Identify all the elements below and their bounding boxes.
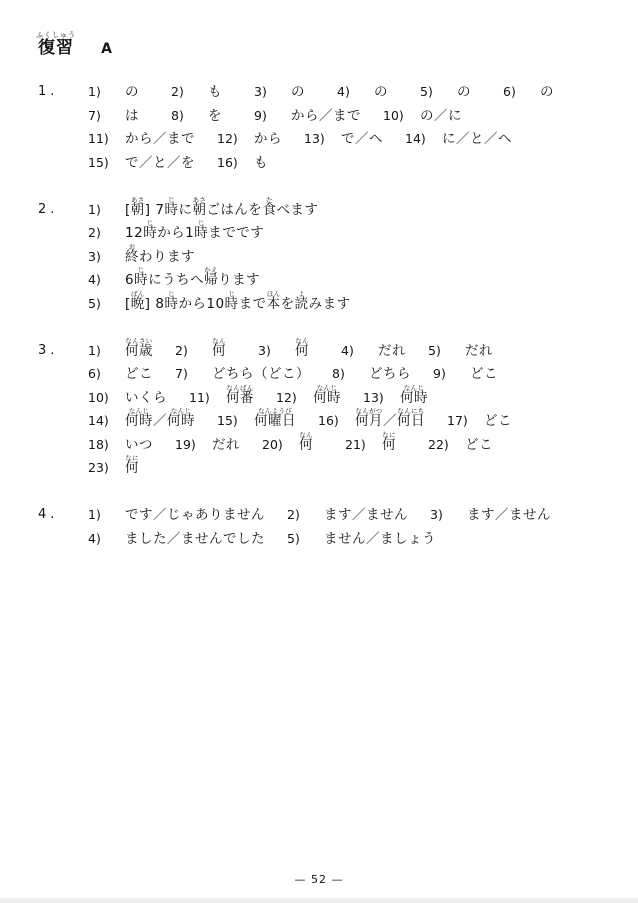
kanji: 朝: [130, 201, 145, 218]
answer-item: [88, 127, 195, 152]
answer-item: [171, 104, 232, 129]
answer-text: の: [457, 84, 471, 100]
kanji: 何: [295, 342, 309, 359]
section-1: [0, 80, 638, 174]
answer-item: [318, 409, 425, 434]
item-number: 9): [433, 366, 446, 381]
item-number: 6): [503, 84, 516, 99]
kanji-with-furigana: [313, 383, 341, 411]
answer-item: [175, 336, 236, 364]
item-number: 16): [217, 154, 238, 170]
kanji: 朝: [192, 201, 207, 218]
item-number: 12): [217, 131, 238, 146]
answer-sections: [0, 80, 638, 574]
section-number: 1.: [38, 84, 59, 99]
answer-item: [447, 409, 512, 434]
kanji-with-furigana: [194, 219, 209, 246]
furigana: じ: [168, 289, 175, 298]
answer-text: から: [254, 131, 282, 147]
answer-text: どこ: [484, 413, 512, 429]
item-number: 2): [287, 507, 300, 522]
answer-text: の: [540, 84, 554, 100]
kanji-with-furigana: [125, 454, 139, 481]
furigana: じ: [146, 219, 154, 227]
answer-text: で／と／を: [125, 154, 195, 171]
answer-item: [287, 503, 408, 528]
kanji: 何歳: [125, 342, 153, 359]
answer-text: いつ: [125, 436, 153, 453]
answer-segment: を: [280, 295, 295, 312]
answer-text: を: [208, 107, 222, 124]
answer-segment: [: [125, 295, 131, 312]
section-number: 4.: [38, 507, 59, 522]
furigana: あさ: [192, 195, 207, 204]
answer-text: [254, 407, 296, 434]
item-number: 8): [171, 107, 184, 123]
answer-item: [88, 268, 260, 293]
answer-segment: までです: [208, 225, 265, 241]
answer-text: で／へ: [341, 131, 383, 147]
answer-item: [420, 80, 481, 105]
answer-row: [0, 268, 638, 292]
furigana: なん: [212, 336, 226, 345]
kanji: 何: [299, 436, 313, 453]
answer-segment: わります: [139, 248, 195, 265]
kanji-with-furigana: [294, 289, 309, 317]
kanji-with-furigana: [164, 195, 179, 223]
answer-text: [382, 430, 406, 458]
furigana: じ: [228, 289, 236, 298]
title-label: A: [101, 41, 112, 57]
answer-item: [88, 221, 264, 246]
item-number: 4): [341, 342, 354, 358]
kanji-with-furigana: [295, 336, 309, 364]
kanji-with-furigana: [164, 289, 179, 317]
kanji-with-furigana: [130, 195, 145, 223]
answer-item: [304, 127, 383, 152]
answer-segment: から1: [157, 225, 195, 241]
furigana: なんじ: [316, 383, 338, 392]
answer-text: の: [291, 84, 305, 100]
answer-item: [405, 127, 512, 152]
answer-text: [226, 383, 254, 411]
answer-item: [88, 409, 195, 434]
furigana: なんようび: [258, 407, 292, 415]
kanji: 終: [125, 248, 139, 265]
answer-item: [175, 362, 310, 387]
answer-item: [88, 456, 149, 481]
answer-text: に／と／へ: [442, 131, 512, 147]
answer-text: の: [374, 84, 388, 100]
item-number: 4): [337, 84, 350, 99]
answer-item: [171, 80, 232, 105]
furigana: なんじ: [170, 407, 192, 415]
title-kanji: 復習: [38, 38, 74, 58]
item-number: 1): [88, 84, 101, 99]
answer-row: [0, 127, 638, 151]
kanji-with-furigana: [355, 407, 383, 434]
kanji-with-furigana: [125, 407, 153, 434]
kanji-with-furigana: [299, 430, 313, 458]
kanji-with-furigana: [212, 336, 226, 364]
answer-segment: ／: [153, 413, 167, 429]
answer-row: [0, 104, 638, 128]
item-number: 10): [383, 107, 404, 123]
item-number: 15): [88, 154, 109, 170]
kanji: 何時: [125, 413, 153, 429]
item-number: 16): [318, 413, 339, 428]
answer-row: [0, 221, 638, 245]
answer-segment: に: [178, 201, 193, 218]
answer-segment: ] 7: [144, 201, 165, 218]
answer-item: [254, 104, 361, 129]
furigana: あさ: [130, 195, 145, 204]
kanji: 何時: [400, 389, 428, 406]
item-number: 4): [88, 272, 101, 287]
answer-segment: まで: [238, 295, 267, 312]
answer-text: [125, 195, 319, 223]
furigana: なんにち: [397, 407, 425, 415]
answer-text: も: [208, 84, 222, 100]
answer-item: [88, 151, 195, 176]
kanji-with-furigana: [204, 266, 219, 293]
kanji: 何: [382, 436, 396, 453]
furigana: なんばん: [226, 383, 254, 392]
answer-row: [0, 151, 638, 175]
answer-text: どちら（どこ）: [212, 366, 310, 382]
furigana: ほん: [266, 289, 281, 298]
answer-text: どこ: [470, 366, 498, 382]
item-number: 13): [304, 131, 325, 146]
kanji-with-furigana: [254, 407, 296, 434]
furigana: なに: [125, 454, 139, 462]
answer-text: [212, 336, 236, 364]
answer-item: [383, 104, 462, 129]
kanji-with-furigana: [226, 383, 254, 411]
answer-item: [345, 430, 406, 458]
answer-row: [0, 430, 638, 457]
answer-item: [428, 339, 493, 364]
kanji: 時: [134, 272, 149, 288]
kanji: 何曜日: [254, 413, 296, 429]
section-2: [0, 195, 638, 316]
kanji: 時: [194, 225, 209, 241]
kanji: 何月: [355, 413, 383, 429]
kanji: 何時: [167, 413, 195, 429]
answer-text: の: [125, 84, 139, 100]
item-number: 3): [88, 248, 101, 264]
title-furigana: ふくしゅう: [36, 31, 76, 39]
kanji-with-furigana: [130, 289, 145, 317]
item-number: 2): [171, 84, 184, 99]
answer-text: どこ: [465, 436, 493, 453]
furigana: なんじ: [128, 407, 150, 415]
furigana: た: [266, 195, 273, 204]
kanji: 何時: [313, 389, 341, 406]
furigana: ばん: [130, 289, 145, 298]
answer-item: [341, 339, 406, 364]
kanji: 食: [262, 201, 277, 218]
furigana: かえ: [204, 266, 218, 274]
answer-text: から／まで: [125, 131, 195, 147]
answer-item: [88, 336, 153, 364]
page-edge-strip: [0, 898, 638, 903]
answer-item: [88, 362, 153, 387]
answer-item: [175, 433, 240, 458]
answer-segment: ] 8: [144, 295, 165, 312]
kanji: 時: [164, 201, 179, 218]
answer-row: [0, 195, 638, 222]
title-word: [36, 31, 76, 60]
item-number: 15): [217, 413, 238, 428]
item-number: 10): [88, 389, 109, 405]
answer-item: [88, 386, 167, 411]
answer-text: [295, 336, 319, 364]
answer-text: だれ: [465, 342, 493, 359]
item-number: 7): [88, 107, 101, 123]
answer-text: ました／ませんでした: [125, 530, 265, 547]
section-number: 3.: [38, 342, 59, 358]
answer-row: [0, 527, 638, 551]
item-number: 9): [254, 107, 267, 123]
item-number: 19): [175, 436, 196, 452]
answer-text: [313, 383, 341, 411]
kanji: 時: [224, 295, 239, 312]
kanji-with-furigana: [224, 289, 239, 317]
item-number: 7): [175, 366, 188, 381]
section-number: 2.: [38, 201, 59, 217]
answer-text: [125, 454, 149, 481]
item-number: 5): [420, 84, 433, 99]
answer-text: の／に: [420, 107, 462, 124]
kanji: 何: [125, 460, 139, 476]
answer-row: [0, 289, 638, 316]
answer-text: だれ: [378, 342, 406, 359]
kanji: 何: [212, 342, 226, 359]
item-number: 17): [447, 413, 468, 428]
answer-segment: [: [125, 201, 131, 218]
answer-text: ます／ません: [324, 507, 408, 523]
page-title: [36, 31, 112, 60]
item-number: 11): [88, 131, 109, 146]
section-4: [0, 503, 638, 550]
answer-item: [287, 527, 436, 552]
answer-item: [88, 503, 265, 528]
section-3: [0, 336, 638, 480]
kanji-with-furigana: [125, 242, 139, 270]
item-number: 5): [287, 530, 300, 546]
answer-item: [88, 80, 149, 105]
answer-text: [125, 242, 195, 270]
answer-item: [428, 433, 493, 458]
answer-item: [433, 362, 498, 387]
kanji: 何日: [397, 413, 425, 429]
kanji: 本: [266, 295, 281, 312]
answer-text: どちら: [369, 366, 411, 382]
answer-row: [0, 362, 638, 386]
item-number: 11): [189, 389, 210, 405]
answer-item: [332, 362, 411, 387]
item-number: 4): [88, 530, 101, 546]
kanji-with-furigana: [134, 266, 149, 293]
item-number: 14): [88, 413, 109, 428]
kanji-with-furigana: [382, 430, 396, 458]
answer-segment: から10: [178, 295, 225, 312]
answer-item: [503, 80, 564, 105]
answer-item: [88, 527, 265, 552]
answer-segment: べます: [276, 201, 319, 218]
answer-item: [254, 80, 315, 105]
answer-text: どこ: [125, 366, 153, 382]
item-number: 1): [88, 342, 101, 358]
answer-text: も: [254, 154, 268, 171]
answer-text: ません／ましょう: [324, 530, 436, 547]
answer-text: です／じゃありません: [125, 507, 265, 523]
kanji-with-furigana: [397, 407, 425, 434]
answer-segment: ごはんを: [206, 201, 263, 218]
furigana: お: [128, 242, 136, 251]
item-number: 5): [88, 295, 101, 311]
answer-row: [0, 336, 638, 363]
item-number: 2): [175, 342, 188, 358]
kanji: 晩: [130, 295, 145, 312]
item-number: 1): [88, 507, 101, 522]
item-number: 12): [276, 389, 297, 405]
furigana: じ: [137, 266, 145, 274]
furigana: なに: [382, 430, 396, 439]
answer-item: [217, 151, 278, 176]
answer-segment: にうちへ: [148, 272, 205, 288]
answer-text: から／まで: [291, 107, 361, 124]
furigana: じ: [197, 219, 205, 227]
kanji-with-furigana: [143, 219, 158, 246]
item-number: 3): [254, 84, 267, 99]
item-number: 14): [405, 131, 426, 146]
kanji: 時: [164, 295, 179, 312]
item-number: 23): [88, 460, 109, 475]
furigana: じ: [168, 195, 175, 204]
kanji-with-furigana: [167, 407, 195, 434]
item-number: 3): [258, 342, 271, 358]
answer-text: いくら: [125, 389, 167, 406]
kanji: 帰: [204, 272, 219, 288]
answer-text: [125, 407, 195, 434]
item-number: 6): [88, 366, 101, 381]
item-number: 3): [430, 507, 443, 522]
item-number: 2): [88, 225, 101, 240]
answer-text: [355, 407, 425, 434]
answer-item: [88, 433, 153, 458]
answer-item: [262, 430, 323, 458]
answer-text: [299, 430, 323, 458]
answer-item: [88, 289, 351, 317]
item-number: 13): [363, 389, 384, 405]
kanji-with-furigana: [262, 195, 277, 223]
kanji: 何番: [226, 389, 254, 406]
answer-item: [258, 336, 319, 364]
furigana: よ: [298, 289, 306, 298]
furigana: なんじ: [403, 383, 425, 392]
answer-text: だれ: [212, 436, 240, 453]
answer-row: [0, 80, 638, 104]
answer-item: [217, 409, 296, 434]
answer-row: [0, 456, 638, 480]
answer-text: [125, 336, 153, 364]
answer-segment: ／: [383, 413, 397, 429]
furigana: なん: [295, 336, 309, 345]
item-number: 5): [428, 342, 441, 358]
answer-item: [189, 383, 254, 411]
answer-segment: ります: [218, 272, 261, 288]
page-number: — 52 —: [294, 873, 344, 886]
answer-segment: みます: [308, 295, 351, 312]
item-number: 18): [88, 436, 109, 452]
answer-row: [0, 242, 638, 269]
answer-segment: 12: [125, 225, 144, 241]
kanji-with-furigana: [266, 289, 281, 317]
kanji: 読: [294, 295, 309, 312]
answer-row: [0, 409, 638, 433]
answer-item: [430, 503, 551, 528]
answer-text: は: [125, 107, 139, 124]
item-number: 22): [428, 436, 449, 452]
answer-text: [125, 219, 265, 246]
answer-item: [337, 80, 398, 105]
item-number: 8): [332, 366, 345, 381]
answer-segment: 6: [125, 272, 135, 288]
answer-text: [125, 289, 351, 317]
item-number: 20): [262, 436, 283, 452]
answer-item: [217, 127, 282, 152]
kanji-with-furigana: [125, 336, 153, 364]
answer-row: [0, 383, 638, 410]
furigana: なん: [299, 430, 313, 439]
furigana: なんがつ: [355, 407, 383, 415]
kanji: 時: [143, 225, 158, 241]
item-number: 1): [88, 201, 101, 217]
answer-text: [125, 266, 261, 293]
answer-item: [88, 104, 149, 129]
item-number: 21): [345, 436, 366, 452]
answer-row: [0, 503, 638, 527]
answer-text: ます／ません: [467, 507, 551, 523]
furigana: なんさい: [125, 336, 153, 345]
